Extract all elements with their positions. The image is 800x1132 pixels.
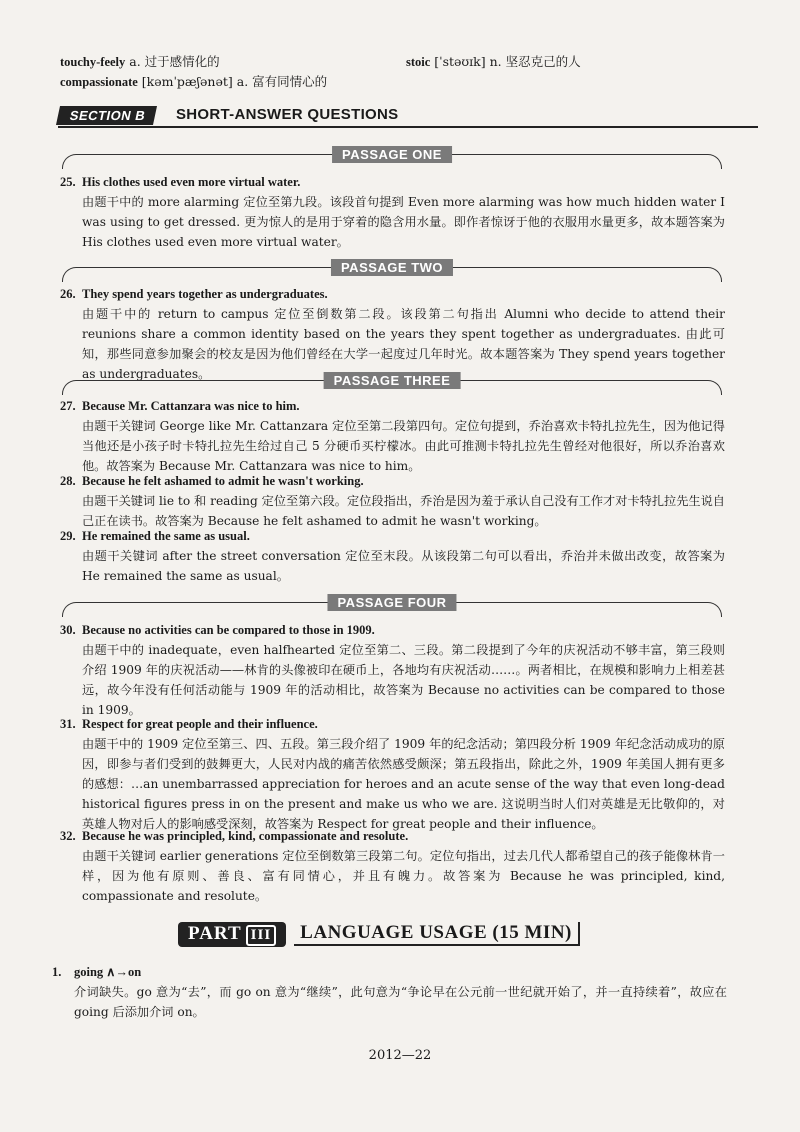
section-title: SHORT-ANSWER QUESTIONS <box>176 106 399 123</box>
answer-item-27: 27. Because Mr. Cattanzara was nice to him. 由题干关键词 George like Mr. Cattanzara 定位至第二段第四句。定位句提到，乔治喜欢卡特扎拉先生，因为他记得当他还是小孩子时卡特扎拉先生给过自己 5 分硬币买柠檬冰。由此可推测卡特扎拉先生曾经对他很好，所以乔治喜欢他。故答案为 Because Mr. Cattanzara was nice to him。 <box>60 396 725 476</box>
answer-item-31: 31. Respect for great people and their influence. 由题干中的 1909 定位至第三、四、五段。第三段介绍了 1909 年的纪念活动；第四段分析 1909 年纪念活动成功的原因，即参与者们受到的鼓舞更大，人民对内战的痛苦依然感受颇深；第五段指出，除此之外，1909 年美国人拥有更多的感想：…an unembarrassed appreciation for heroes and an acute sense of the way that even long-dead historical figures press in on the present and make us who we are. 这说明当时人们对英雄是无比敬仰的，对英雄人物对后人的影响感受深刻，故答案为 Respect for great people and their influence。 <box>60 714 725 834</box>
explanation: 由题干关键词 George like Mr. Cattanzara 定位至第二段第四句。定位句提到，乔治喜欢卡特扎拉先生，因为他记得当他还是小孩子时卡特扎拉先生给过自己 5 分硬币买柠檬冰。由此可推测卡特扎拉先生曾经对他很好，所以乔治喜欢他。故答案为 Because Mr. Cattanzara was nice to him。 <box>82 419 725 473</box>
explanation: 由题干中的 1909 定位至第三、四、五段。第三段介绍了 1909 年的纪念活动；第四段分析 1909 年纪念活动成功的原因，即参与者们受到的鼓舞更大，人民对内战的痛苦依然感受颇深；第五段指出，除此之外，1909 年美国人拥有更多的感想：…an unembarrassed appreciation for heroes and an acute sense of the way that even long-dead historical figures press in on the present and make us who we are. 这说明当时人们对英雄是无比敬仰的，对英雄人物对后人的影响感受深刻，故答案为 Respect for great people and their influence。 <box>82 737 725 831</box>
explanation: 由题干中的 more alarming 定位至第九段。该段首句提到 Even more alarming was how much hidden water I was using to get dressed. 更为惊人的是用于穿着的隐含用水量。即作者惊讶于他的衣服用水量更多，故本题答案为 His clothes used even more virtual water。 <box>82 195 725 249</box>
passage-four-banner: PASSAGE FOUR <box>62 594 722 614</box>
explanation: 由题干关键词 lie to 和 reading 定位至第六段。定位段指出，乔治是因为羞于承认自己没有工作才对卡特扎拉先生说自己正在读书。故答案为 Because he felt ashamed to admit he wasn't working。 <box>82 494 725 528</box>
vocab-entry: touchy-feely a. 过于感情化的 <box>60 54 220 69</box>
vocab-entry: stoic [ˈstəʊɪk] n. 坚忍克己的人 <box>406 54 581 69</box>
explanation: 由题干关键词 after the street conversation 定位至末段。从该段第二句可以看出，乔治并未做出改变，故答案为 He remained the same as usual。 <box>82 549 725 583</box>
answer-item-25: 25. His clothes used even more virtual water. 由题干中的 more alarming 定位至第九段。该段首句提到 Even more alarming was how much hidden water I was using to get dressed. 更为惊人的是用于穿着的隐含用水量。即作者惊讶于他的衣服用水量更多，故本题答案为 His clothes used even more virtual water。 <box>60 172 725 252</box>
explanation: 由题干中的 inadequate，even halfhearted 定位至第二、三段。第二段提到了今年的庆祝活动不够丰富，第三段则介绍 1909 年的庆祝活动——林肯的头像被印在硬币上，各地均有庆祝活动……。两者相比，在规模和影响力上相差甚远，故今年没有任何活动能与 1909 年的活动相比，故答案为 Because no activities can be compared to those in 1909。 <box>82 643 725 717</box>
explanation: 介词缺失。go 意为“去”，而 go on 意为“继续”，此句意为“争论早在公元前一世纪就开始了，并一直持续着”，故应在 going 后添加介词 on。 <box>74 985 727 1019</box>
vocabulary-list <box>60 52 760 92</box>
answer-item-32: 32. Because he was principled, kind, compassionate and resolute. 由题干关键词 earlier generations 定位至倒数第三段第二句。定位句指出，过去几代人都希望自己的孩子能像林肯一样，因为他有原则、善良、富有同情心，并且有魄力。故答案为 Because he was principled, kind, compassionate and resolute。 <box>60 826 725 906</box>
part-three-header <box>178 920 580 948</box>
answer-item-28: 28. Because he felt ashamed to admit he wasn't working. 由题干关键词 lie to 和 reading 定位至第六段。定位段指出，乔治是因为羞于承认自己没有工作才对卡特扎拉先生说自己正在读书。故答案为 Because he felt ashamed to admit he wasn't working。 <box>60 471 725 531</box>
section-tag: SECTION B <box>56 106 157 125</box>
passage-three-banner: PASSAGE THREE <box>62 372 722 392</box>
answer-item-26: 26. They spend years together as undergraduates. 由题干中的 return to campus 定位至倒数第二段。该段第二句指出 Alumni who decide to attend their reunions share a common identity based on the years they spent together as undergraduates. 由此可知，那些同意参加聚会的校友是因为他们曾经在大学一起度过几年时光。故本题答案为 They spend years together as undergraduates。 <box>60 284 725 384</box>
divider <box>58 126 758 128</box>
explanation: 由题干关键词 earlier generations 定位至倒数第三段第二句。定位句指出，过去几代人都希望自己的孩子能像林肯一样，因为他有原则、善良、富有同情心，并且有魄力。故答案为 Because he was principled, kind, compassionate and resolute。 <box>82 849 725 903</box>
passage-one-banner: PASSAGE ONE <box>62 146 722 166</box>
passage-two-banner: PASSAGE TWO <box>62 259 722 279</box>
answer-item-30: 30. Because no activities can be compared to those in 1909. 由题干中的 inadequate，even halfhearted 定位至第二、三段。第二段提到了今年的庆祝活动不够丰富，第三段则介绍 1909 年的庆祝活动——林肯的头像被印在硬币上，各地均有庆祝活动……。两者相比，在规模和影响力上相差甚远，故今年没有任何活动能与 1909 年的活动相比，故答案为 Because no activities can be compared to those in 1909。 <box>60 620 725 720</box>
part-label: PART III <box>178 922 286 947</box>
vocab-entry: compassionate [kəmˈpæʃənət] a. 富有同情心的 <box>60 74 328 89</box>
language-usage-item-1: 1. going ∧→on 介词缺失。go 意为“去”，而 go on 意为“继续”，此句意为“争论早在公元前一世纪就开始了，并一直持续着”，故应在 going 后添加介词 on。 <box>52 962 727 1022</box>
page-number: 2012—22 <box>368 1048 432 1063</box>
explanation: 由题干中的 return to campus 定位至倒数第二段。该段第二句指出 Alumni who decide to attend their reunions share a common identity based on the years they spent together as undergraduates. 由此可知，那些同意参加聚会的校友是因为他们曾经在大学一起度过几年时光。故本题答案为 They spend years together as undergraduates。 <box>82 307 725 381</box>
section-b-header <box>58 104 758 128</box>
answer-item-29: 29. He remained the same as usual. 由题干关键词 after the street conversation 定位至末段。从该段第二句可以看出，乔治并未做出改变，故答案为 He remained the same as usual。 <box>60 526 725 586</box>
part-title: LANGUAGE USAGE (15 MIN) <box>294 922 580 946</box>
